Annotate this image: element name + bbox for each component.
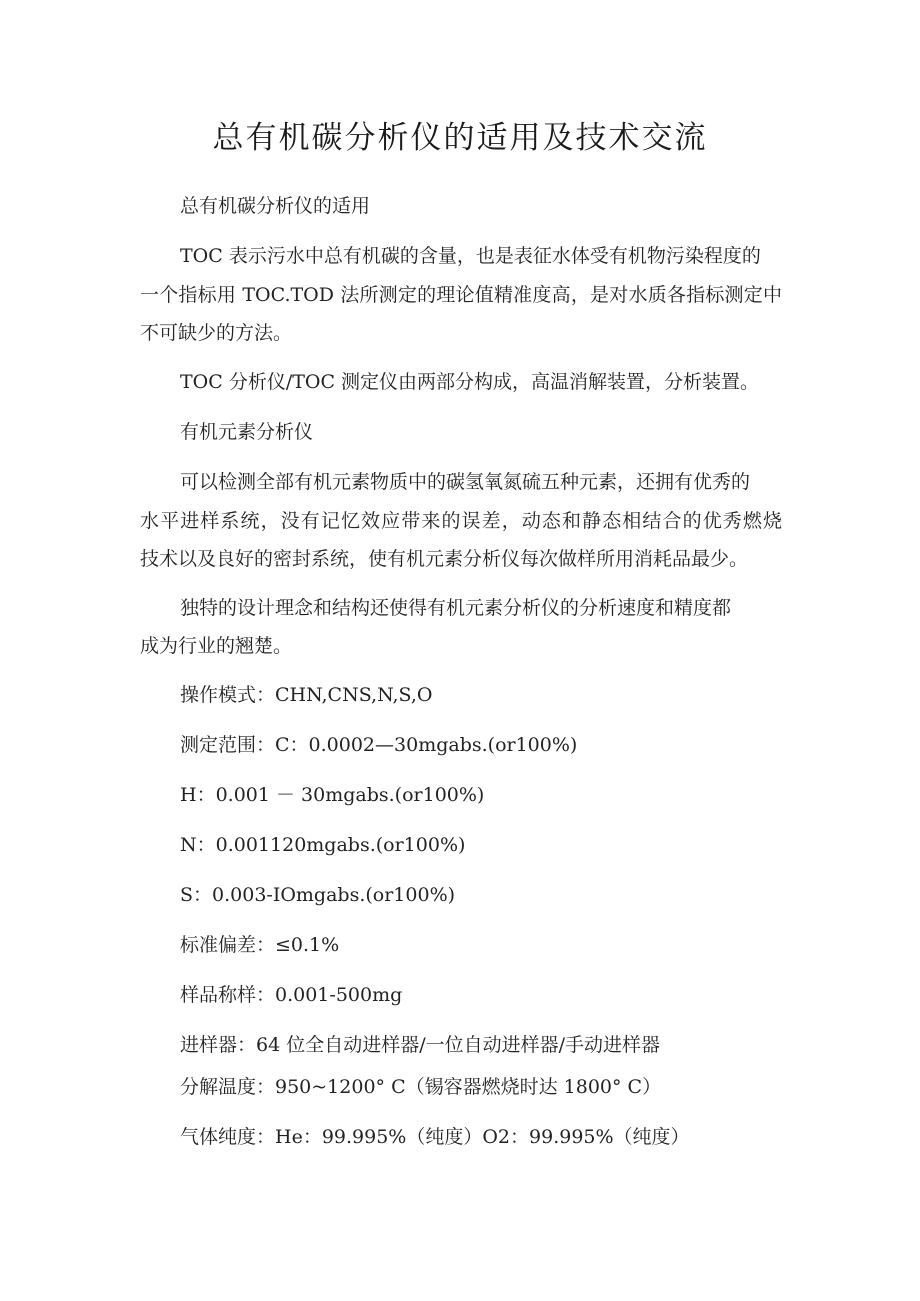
paragraph-toc-line-1: TOC 表示污水中总有机碳的含量，也是表征水体受有机物污染程度的 [180, 245, 761, 267]
section-heading-elemental: 有机元素分析仪 [180, 421, 314, 443]
paragraph-elemental-line-1: 可以检测全部有机元素物质中的碳氢氧氮硫五种元素，还拥有优秀的 [180, 471, 751, 493]
spec-sample-weight: 样品称样：0.001-500mg [180, 984, 403, 1006]
section-heading-toc: 总有机碳分析仪的适用 [180, 195, 371, 217]
spec-range-s: S：0.003-IOmgabs.(or100%) [180, 884, 456, 906]
spec-range-n: N：0.001120mgabs.(or100%) [180, 834, 466, 856]
spec-range-c: 测定范围：C：0.0002—30mgabs.(or100%) [180, 734, 578, 756]
paragraph-design-line-1: 独特的设计理念和结构还使得有机元素分析仪的分析速度和精度都 [180, 597, 732, 619]
paragraph-toc-line-3: 不可缺少的方法。 [140, 322, 293, 344]
document-title: 总有机碳分析仪的适用及技术交流 [212, 120, 708, 156]
spec-gas-purity: 气体纯度：He：99.995%（纯度）O2：99.995%（纯度） [180, 1126, 690, 1148]
spec-standard-deviation: 标准偏差：≤0.1% [180, 934, 340, 956]
paragraph-toc-structure: TOC 分析仪/TOC 测定仪由两部分构成，高温消解装置，分析装置。 [180, 371, 760, 393]
spec-operation-mode: 操作模式：CHN,CNS,N,S,O [180, 684, 433, 706]
paragraph-toc-line-2: 一个指标用 TOC.TOD 法所测定的理论值精准度高，是对水质各指标测定中 [140, 284, 782, 306]
paragraph-elemental-line-3: 技术以及良好的密封系统，使有机元素分析仪每次做样所用消耗品最少。 [140, 548, 749, 570]
spec-decomposition-temperature: 分解温度：950~1200° C（锡容器燃烧时达 1800° C） [180, 1076, 662, 1098]
spec-sampler: 进样器：64 位全自动进样器/一位自动进样器/手动进样器 [180, 1034, 661, 1056]
paragraph-design-line-2: 成为行业的翘楚。 [140, 635, 293, 657]
spec-range-h: H：0.001 － 30mgabs.(or100%) [180, 784, 485, 806]
paragraph-elemental-line-2: 水平进样系统，没有记忆效应带来的误差，动态和静态相结合的优秀燃烧 [140, 510, 782, 532]
